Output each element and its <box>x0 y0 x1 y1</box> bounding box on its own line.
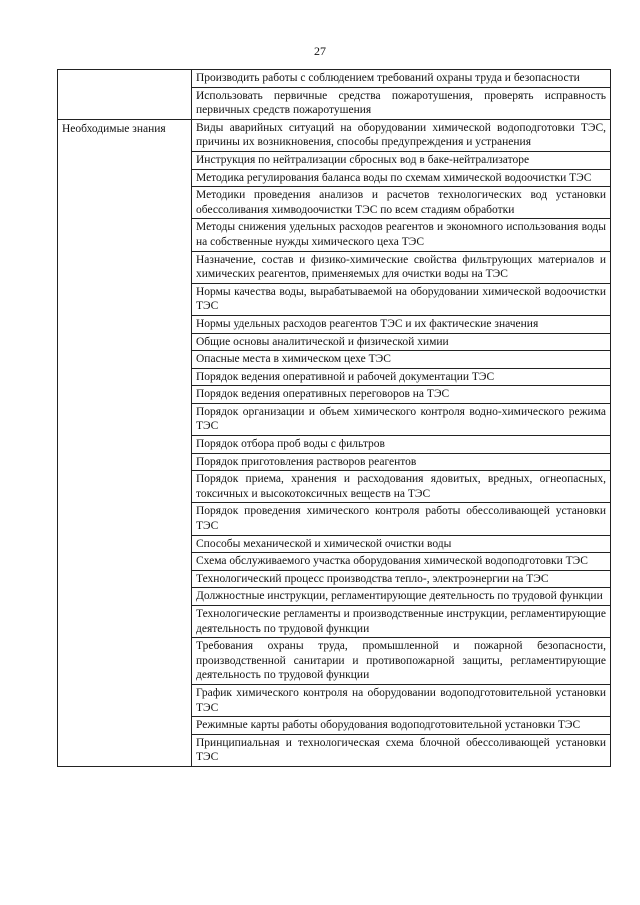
list-item: Порядок проведения химического контроля работы обессоливающей установки ТЭС <box>192 503 611 535</box>
list-item: Нормы удельных расходов реагентов ТЭС и их фактические значения <box>192 315 611 333</box>
list-item: Способы механической и химической очистки воды <box>192 535 611 553</box>
list-item: Методики проведения анализов и расчетов технологических вод установки обессоливания химводоочистки ТЭС по всем стадиям обработки <box>192 187 611 219</box>
page-number: 27 <box>314 44 326 58</box>
list-item: Методика регулирования баланса воды по схемам химической водоочистки ТЭС <box>192 169 611 187</box>
list-item: Порядок ведения оперативных переговоров на ТЭС <box>192 386 611 404</box>
table-body <box>58 70 611 767</box>
list-item: Порядок ведения оперативной и рабочей документации ТЭС <box>192 368 611 386</box>
empty-label-cell <box>58 70 192 120</box>
list-item: Принципиальная и технологическая схема блочной обессоливающей установки ТЭС <box>192 734 611 766</box>
list-item: Виды аварийных ситуаций на оборудовании химической водоподготовки ТЭС, причины их возникновения, способы предупреждения и устранения <box>192 119 611 151</box>
list-item: Назначение, состав и физико-химические свойства фильтрующих материалов и химических реагентов, применяемых для очистки воды на ТЭС <box>192 251 611 283</box>
list-item: Опасные места в химическом цехе ТЭС <box>192 351 611 369</box>
list-item: Режимные карты работы оборудования водоподготовительной установки ТЭС <box>192 717 611 735</box>
list-item: Использовать первичные средства пожаротушения, проверять исправность первичных средств пожаротушения <box>192 87 611 119</box>
list-item: График химического контроля на оборудовании водоподготовительной установки ТЭС <box>192 684 611 716</box>
list-item: Требования охраны труда, промышленной и пожарной безопасности, производственной санитарии и противопожарной защиты, регламентирующие деятельность по трудовой функции <box>192 638 611 685</box>
list-item: Общие основы аналитической и физической химии <box>192 333 611 351</box>
list-item: Порядок приготовления растворов реагентов <box>192 453 611 471</box>
list-item: Технологический процесс производства тепло-, электроэнергии на ТЭС <box>192 570 611 588</box>
requirements-table <box>57 69 611 767</box>
list-item: Порядок приема, хранения и расходования ядовитых, вредных, огнеопасных, токсичных и высокотоксичных веществ на ТЭС <box>192 471 611 503</box>
list-item: Инструкция по нейтрализации сбросных вод в баке-нейтрализаторе <box>192 151 611 169</box>
list-item: Должностные инструкции, регламентирующие деятельность по трудовой функции <box>192 588 611 606</box>
list-item: Технологические регламенты и производственные инструкции, регламентирующие деятельность по трудовой функции <box>192 606 611 638</box>
list-item: Производить работы с соблюдением требований охраны труда и безопасности <box>192 70 611 88</box>
list-item: Схема обслуживаемого участка оборудования химической водоподготовки ТЭС <box>192 553 611 571</box>
table-row <box>58 119 611 151</box>
list-item: Порядок организации и объем химического контроля водно-химического режима ТЭС <box>192 403 611 435</box>
list-item: Нормы качества воды, вырабатываемой на оборудовании химической водоочистки ТЭС <box>192 283 611 315</box>
list-item: Порядок отбора проб воды с фильтров <box>192 436 611 454</box>
table-row <box>58 70 611 88</box>
section-label-knowledge: Необходимые знания <box>58 119 192 766</box>
list-item: Методы снижения удельных расходов реагентов и экономного использования воды на собственные нужды химического цеха ТЭС <box>192 219 611 251</box>
